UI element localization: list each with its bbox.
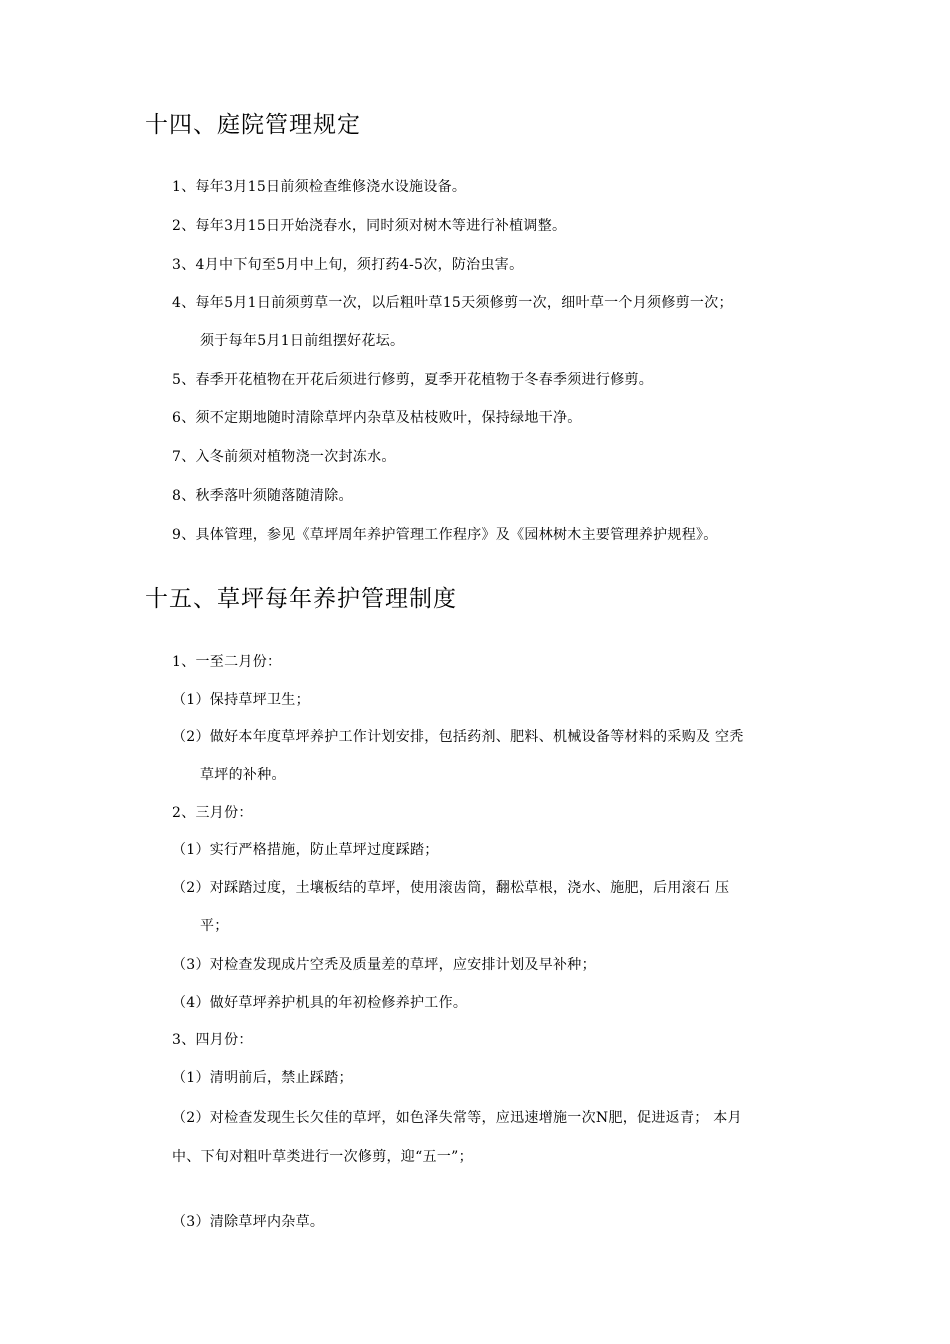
rule-item-4-continued: 须于每年5月1日前组摆好花坛。	[200, 333, 405, 349]
rule-item-1: 1、每年3月15日前须检查维修浇水设施设备。	[172, 179, 467, 195]
list-item: （2）对检查发现生长欠佳的草坪，如色泽失常等，应迅速增施一次N肥，促进返青； 本月	[172, 1110, 742, 1126]
rule-item-7: 7、入冬前须对植物浇一次封冻水。	[172, 449, 396, 465]
rule-item-2: 2、每年3月15日开始浇春水，同时须对树木等进行补植调整。	[172, 218, 567, 234]
section-heading-14: 十四、庭院管理规定	[145, 112, 361, 138]
rule-item-5: 5、春季开花植物在开花后须进行修剪，夏季开花植物于冬春季须进行修剪。	[172, 372, 654, 388]
list-item: （1）实行严格措施，防止草坪过度踩踏；	[172, 842, 439, 858]
list-item-continued: 中、下旬对粗叶草类进行一次修剪，迎“五一”；	[172, 1149, 473, 1165]
rule-item-3: 3、4月中下旬至5月中上旬，须打药4-5次，防治虫害。	[172, 257, 524, 273]
list-item-continued: 平；	[200, 918, 229, 934]
rule-item-8: 8、秋季落叶须随落随清除。	[172, 488, 353, 504]
list-item: （1）清明前后，禁止踩踏；	[172, 1070, 353, 1086]
section-heading-15: 十五、草坪每年养护管理制度	[145, 586, 457, 612]
month-heading-jan-feb: 1、一至二月份：	[172, 654, 282, 670]
rule-item-4: 4、每年5月1日前须剪草一次，以后粗叶草15天须修剪一次，细叶草一个月须修剪一次；	[172, 295, 733, 311]
list-item: （2）对踩踏过度，土壤板结的草坪，使用滚齿筒，翻松草根，浇水、施肥，后用滚石 压	[172, 880, 730, 896]
list-item-continued: 草坪的补种。	[200, 767, 286, 783]
rule-item-9: 9、具体管理，参见《草坪周年养护管理工作程序》及《园林树木主要管理养护规程》。	[172, 527, 718, 543]
list-item: （1）保持草坪卫生；	[172, 692, 310, 708]
list-item: （4）做好草坪养护机具的年初检修养护工作。	[172, 995, 468, 1011]
list-item: （3）清除草坪内杂草。	[172, 1214, 325, 1230]
list-item: （2）做好本年度草坪养护工作计划安排，包括药剂、肥料、机械设备等材料的采购及 空秃	[172, 729, 744, 745]
rule-item-6: 6、须不定期地随时清除草坪内杂草及枯枝败叶，保持绿地干净。	[172, 410, 582, 426]
month-heading-april: 3、四月份：	[172, 1032, 253, 1048]
month-heading-march: 2、三月份：	[172, 805, 253, 821]
list-item: （3）对检查发现成片空秃及质量差的草坪，应安排计划及早补种；	[172, 957, 596, 973]
